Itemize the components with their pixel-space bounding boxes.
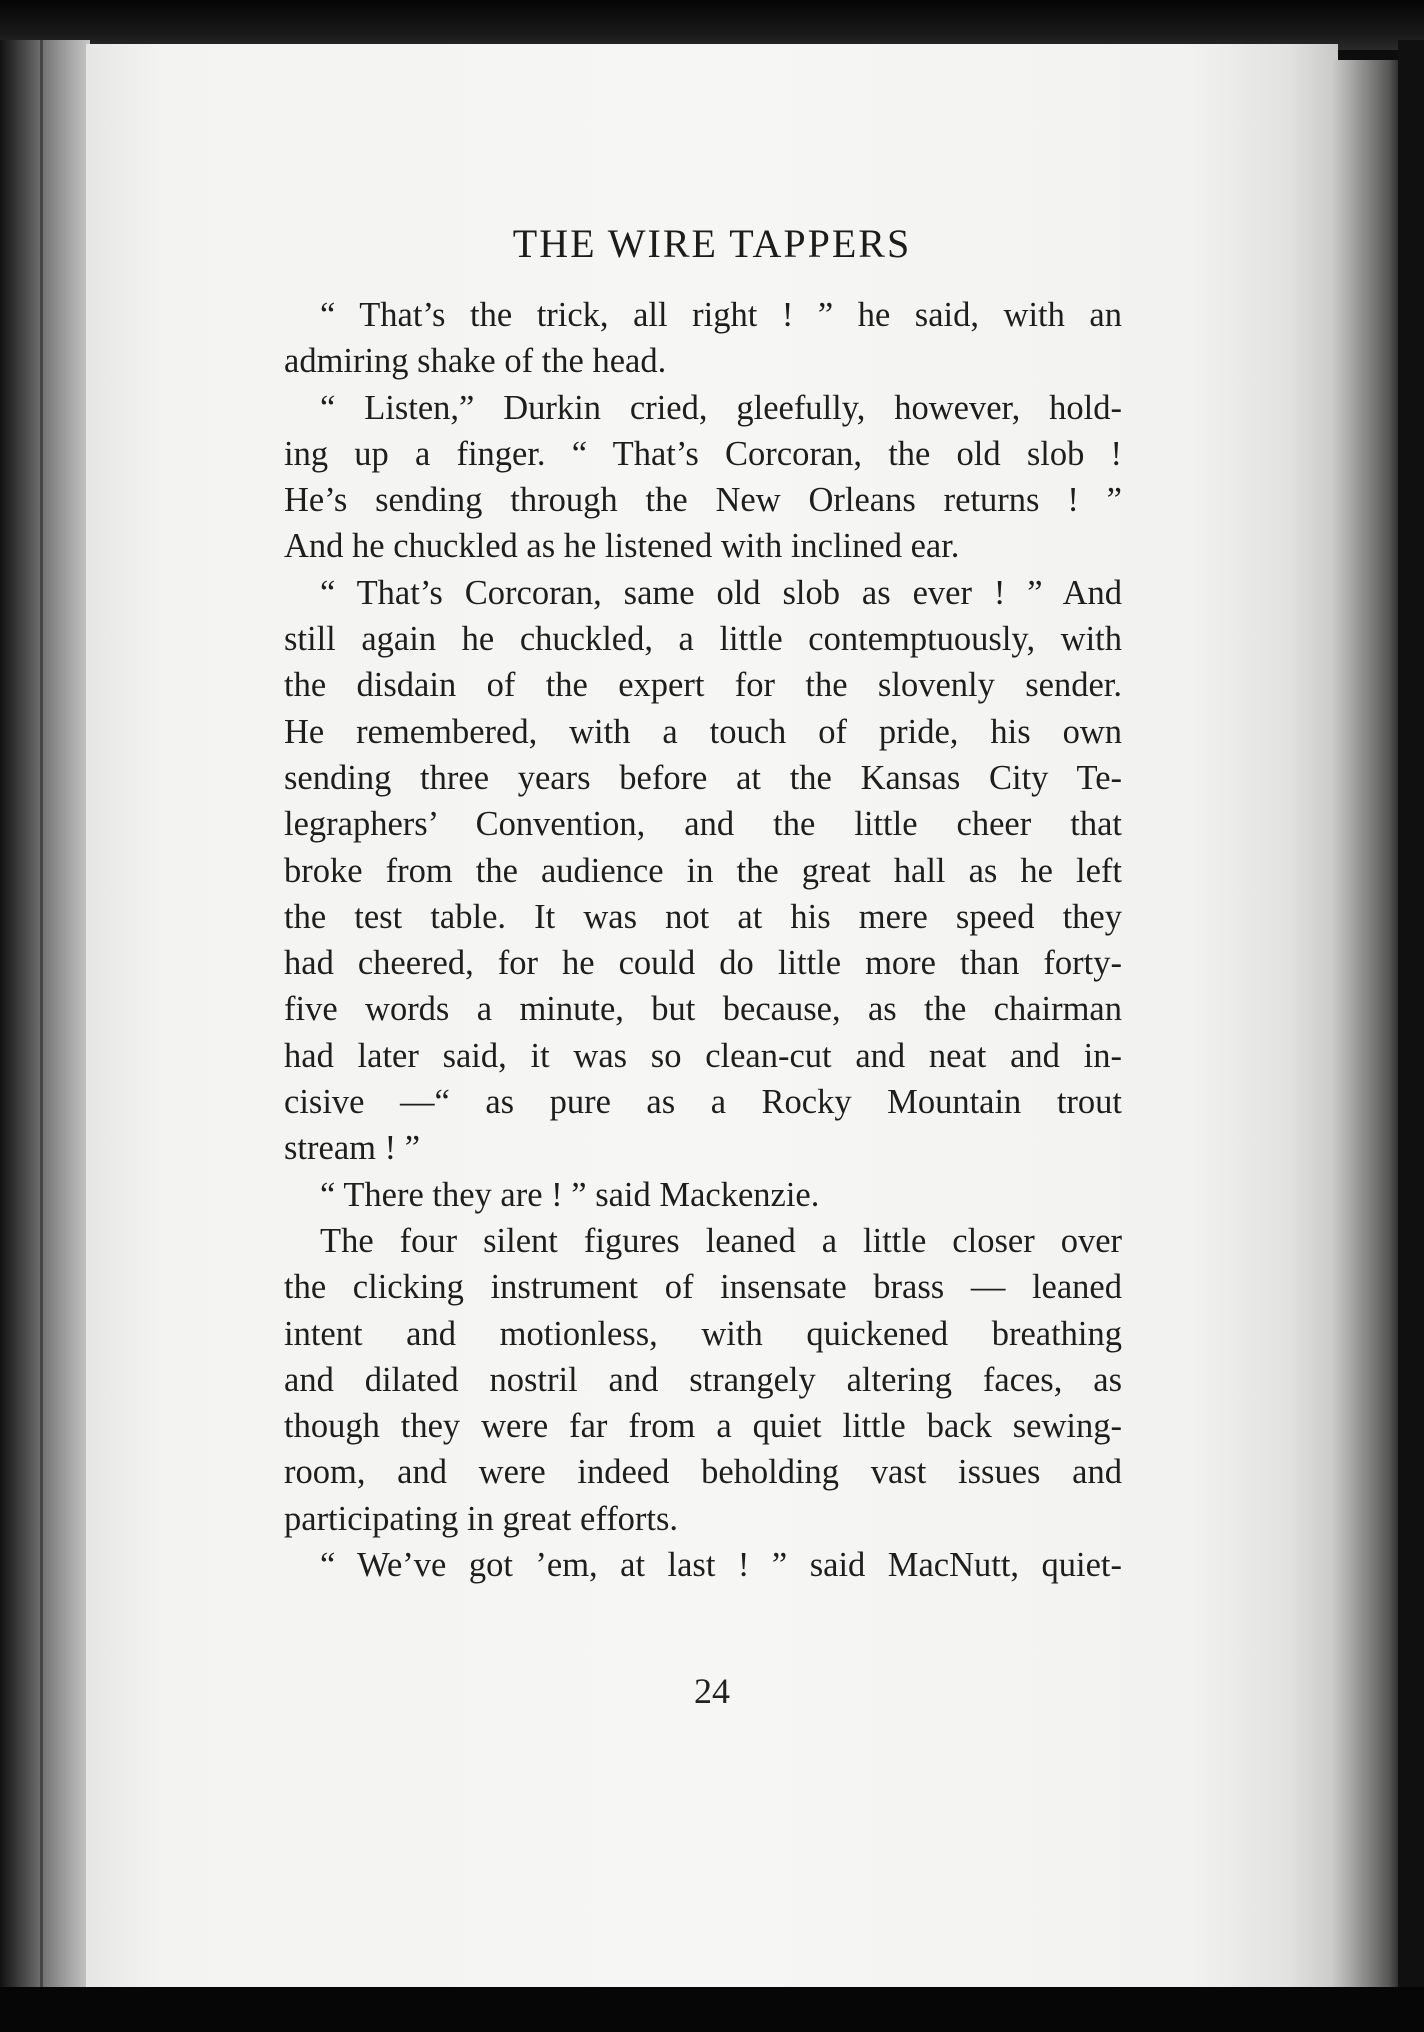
text-line: “ We’ve got ’em, at last ! ” said MacNutt, quiet- bbox=[320, 1546, 1122, 1585]
text-line: “ There they are ! ” said Mackenzie. bbox=[320, 1175, 820, 1214]
text-line: had cheered, for he could do little more than forty- bbox=[284, 944, 1122, 983]
body-text bbox=[284, 292, 1122, 1588]
text-line: though they were far from a quiet little back sewing- bbox=[284, 1407, 1122, 1446]
running-head: THE WIRE TAPPERS bbox=[512, 221, 912, 266]
text-line: the disdain of the expert for the slovenly sender. bbox=[284, 666, 1122, 705]
text-line: legraphers’ Convention, and the little cheer that bbox=[284, 805, 1122, 844]
page-fore-edge bbox=[1330, 60, 1400, 1990]
text-line: cisive —“ as pure as a Rocky Mountain trout bbox=[284, 1083, 1122, 1122]
text-line: “ That’s the trick, all right ! ” he said, with an bbox=[320, 296, 1122, 334]
text-line: intent and motionless, with quickened breathing bbox=[284, 1314, 1122, 1353]
text-line: ing up a finger. “ That’s Corcoran, the old slob ! bbox=[284, 434, 1122, 473]
text-line: stream ! ” bbox=[284, 1129, 421, 1168]
text-line: had later said, it was so clean-cut and neat and in- bbox=[284, 1036, 1122, 1075]
text-line: participating in great efforts. bbox=[284, 1499, 679, 1538]
text-line: the clicking instrument of insensate brass — leaned bbox=[284, 1268, 1122, 1307]
text-line: He remembered, with a touch of pride, his own bbox=[284, 712, 1122, 751]
scan-top-border bbox=[0, 0, 1424, 50]
scan-right-border bbox=[1398, 40, 1424, 2000]
scan-bottom-border bbox=[0, 1987, 1424, 2032]
text-line: and dilated nostril and strangely altering faces, as bbox=[284, 1360, 1122, 1399]
text-line: The four silent figures leaned a little closer over bbox=[320, 1221, 1122, 1260]
text-line: sending three years before at the Kansas City Te- bbox=[284, 758, 1122, 797]
book-binding-gutter bbox=[0, 40, 90, 2000]
page-number: 24 bbox=[694, 1671, 730, 1711]
text-line: And he chuckled as he listened with inclined ear. bbox=[284, 527, 960, 566]
text-line: the test table. It was not at his mere speed they bbox=[284, 897, 1122, 936]
text-line: five words a minute, but because, as the chairman bbox=[284, 990, 1122, 1029]
text-line: He’s sending through the New Orleans returns ! ” bbox=[284, 481, 1122, 520]
text-line: “ That’s Corcoran, same old slob as ever ! ” And bbox=[320, 573, 1122, 612]
text-line: still again he chuckled, a little contemptuously, with bbox=[284, 620, 1122, 659]
text-line: broke from the audience in the great hall as he left bbox=[284, 851, 1122, 890]
text-line: “ Listen,” Durkin cried, gleefully, however, hold- bbox=[320, 388, 1122, 427]
text-line: admiring shake of the head. bbox=[284, 342, 667, 381]
text-line: room, and were indeed beholding vast issues and bbox=[284, 1453, 1122, 1492]
